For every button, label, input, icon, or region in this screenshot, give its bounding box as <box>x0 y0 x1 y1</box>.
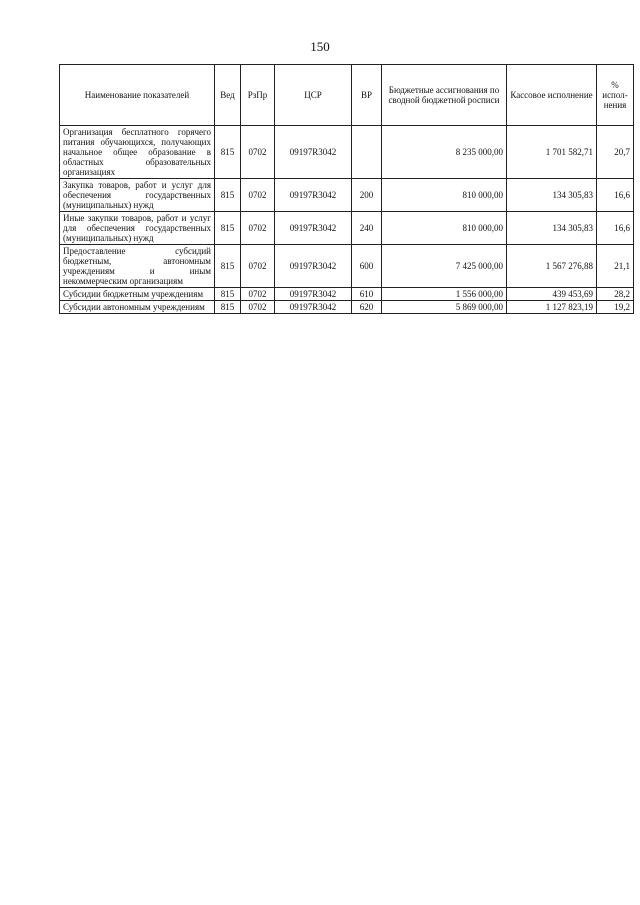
row-pct: 16,6 <box>597 179 634 212</box>
row-ved: 815 <box>215 179 241 212</box>
row-vr: 610 <box>352 288 382 301</box>
row-name: Организация бесплатного горячего питания обучающихся, получающих начальное общее образование в областных образовательных организациях <box>60 126 215 179</box>
row-cash: 134 305,83 <box>507 179 597 212</box>
row-rzpr: 0702 <box>241 288 275 301</box>
table-header-row <box>60 65 634 126</box>
table-row <box>60 301 634 314</box>
row-pct: 19,2 <box>597 301 634 314</box>
header-rzpr: РзПр <box>241 65 275 126</box>
table-row <box>60 288 634 301</box>
row-assign: 7 425 000,00 <box>382 245 507 288</box>
header-name: Наименование показателей <box>60 65 215 126</box>
header-ved: Вед <box>215 65 241 126</box>
row-pct: 28,2 <box>597 288 634 301</box>
row-ved: 815 <box>215 126 241 179</box>
row-ved: 815 <box>215 212 241 245</box>
row-vr: 240 <box>352 212 382 245</box>
header-vr: ВР <box>352 65 382 126</box>
header-csr: ЦСР <box>275 65 352 126</box>
row-rzpr: 0702 <box>241 301 275 314</box>
row-cash: 1 127 823,19 <box>507 301 597 314</box>
row-pct: 21,1 <box>597 245 634 288</box>
row-name: Предоставление субсидий бюджетным, автономным учреждениям и иным некоммерческим организациям <box>60 245 215 288</box>
row-pct: 16,6 <box>597 212 634 245</box>
row-assign: 810 000,00 <box>382 212 507 245</box>
row-assign: 1 556 000,00 <box>382 288 507 301</box>
table-row <box>60 212 634 245</box>
row-rzpr: 0702 <box>241 245 275 288</box>
row-csr: 09197R3042 <box>275 245 352 288</box>
row-vr: 620 <box>352 301 382 314</box>
header-pct: % испол-нения <box>597 65 634 126</box>
row-ved: 815 <box>215 245 241 288</box>
header-cash: Кассовое исполнение <box>507 65 597 126</box>
row-cash: 439 453,69 <box>507 288 597 301</box>
row-csr: 09197R3042 <box>275 288 352 301</box>
row-csr: 09197R3042 <box>275 179 352 212</box>
row-ved: 815 <box>215 301 241 314</box>
row-name: Субсидии автономным учреждениям <box>60 301 215 314</box>
row-assign: 5 869 000,00 <box>382 301 507 314</box>
row-assign: 810 000,00 <box>382 179 507 212</box>
row-name: Закупка товаров, работ и услуг для обеспечения государственных (муниципальных) нужд <box>60 179 215 212</box>
row-csr: 09197R3042 <box>275 212 352 245</box>
page-number: 150 <box>310 39 330 54</box>
table-row <box>60 245 634 288</box>
row-assign: 8 235 000,00 <box>382 126 507 179</box>
budget-table <box>59 64 634 314</box>
row-csr: 09197R3042 <box>275 126 352 179</box>
row-name: Субсидии бюджетным учреждениям <box>60 288 215 301</box>
row-vr: 600 <box>352 245 382 288</box>
row-vr: 200 <box>352 179 382 212</box>
header-assign: Бюджетные ассигнования по сводной бюджетной росписи <box>382 65 507 126</box>
row-pct: 20,7 <box>597 126 634 179</box>
row-ved: 815 <box>215 288 241 301</box>
row-cash: 1 701 582,71 <box>507 126 597 179</box>
table-row <box>60 126 634 179</box>
table-row <box>60 179 634 212</box>
row-vr <box>352 126 382 179</box>
row-rzpr: 0702 <box>241 126 275 179</box>
row-rzpr: 0702 <box>241 212 275 245</box>
row-cash: 1 567 276,88 <box>507 245 597 288</box>
row-name: Иные закупки товаров, работ и услуг для обеспечения государственных (муниципальных) нужд <box>60 212 215 245</box>
row-rzpr: 0702 <box>241 179 275 212</box>
row-csr: 09197R3042 <box>275 301 352 314</box>
row-cash: 134 305,83 <box>507 212 597 245</box>
